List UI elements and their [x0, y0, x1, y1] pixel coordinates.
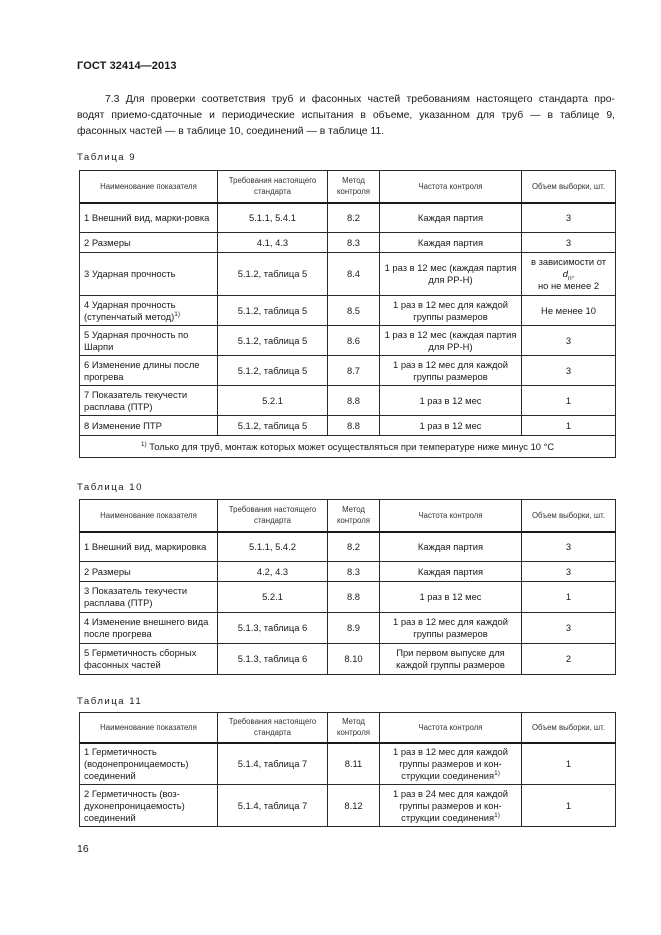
table-row — [80, 416, 616, 436]
cell: 1 раз в 12 мес (каждая партия для PP-H) — [380, 253, 522, 296]
intro-line: 7.3 Для проверки соответствия труб и фасонных частей требованиям настоящего стандарта про- — [105, 94, 615, 105]
cell: 1 раз в 12 мес — [380, 582, 522, 613]
cell: 1 — [522, 416, 616, 436]
cell: 5.1.1, 5.4.1 — [218, 203, 328, 233]
cell: 1 — [522, 743, 616, 785]
cell-sample-size — [522, 253, 616, 296]
cell — [80, 296, 218, 326]
sample-text: в зависимости от — [530, 256, 607, 267]
document-header: ГОСТ 32414—2013 — [77, 60, 177, 72]
table-row — [80, 253, 616, 296]
cell: 3 — [522, 233, 616, 253]
cell: 5.1.2, таблица 5 — [218, 356, 328, 386]
cell: 6 Изменение длины после прогрева — [80, 356, 218, 386]
cell: 8.4 — [328, 253, 380, 296]
cell: 8.7 — [328, 356, 380, 386]
col-header: Частота контроля — [380, 500, 522, 532]
cell: При первом выпуске для каждой группы размеров — [380, 644, 522, 675]
table-row — [80, 203, 616, 233]
cell-text: 1 раз в 24 мес для каждой группы размеров и кон-струкции соединения — [393, 787, 508, 823]
footnote-text: Только для труб, монтаж которых может осуществляться при температуре ниже минус 10 °С — [149, 440, 555, 452]
cell: 2 Размеры — [80, 233, 218, 253]
col-header: Объем выборки, шт. — [522, 713, 616, 743]
cell: 3 — [522, 532, 616, 562]
cell: 5 Ударная прочность по Шарпи — [80, 326, 218, 356]
cell: 1 раз в 12 мес для каждой группы размеров — [380, 613, 522, 644]
table-row — [80, 582, 616, 613]
footnote-ref: 1) — [174, 310, 181, 318]
intro-line: фасонных частей — в таблице 10, соединений — в таблице 11. — [77, 126, 385, 137]
cell: 5.1.1, 5.4.2 — [218, 532, 328, 562]
cell: 5.1.2, таблица 5 — [218, 416, 328, 436]
cell: 8.10 — [328, 644, 380, 675]
cell: 5.1.3, таблица 6 — [218, 613, 328, 644]
cell: 4.2, 4.3 — [218, 562, 328, 582]
cell: 8.5 — [328, 296, 380, 326]
diameter-var: d — [562, 268, 568, 279]
cell: 8.2 — [328, 203, 380, 233]
cell: 3 — [522, 562, 616, 582]
table-row — [80, 356, 616, 386]
cell: 2 Герметичность (воз-духонепроницаемость) соединений — [80, 785, 218, 827]
cell: 5.2.1 — [218, 386, 328, 416]
cell: 4.1, 4.3 — [218, 233, 328, 253]
table-row — [80, 386, 616, 416]
cell: 5.2.1 — [218, 582, 328, 613]
footnote-ref: 1) — [494, 769, 500, 777]
col-header: Частота контроля — [380, 171, 522, 203]
cell: 5.1.2, таблица 5 — [218, 296, 328, 326]
col-header: Метод контроля — [328, 713, 380, 743]
cell: 1 раз в 12 мес для каждой группы размеров — [380, 296, 522, 326]
cell-text: 1 раз в 12 мес для каждой группы размеров и кон-струкции соединения — [393, 745, 508, 781]
cell: 5.1.2, таблица 5 — [218, 253, 328, 296]
cell: 8.11 — [328, 743, 380, 785]
table-9 — [79, 170, 616, 458]
cell: 5.1.4, таблица 7 — [218, 743, 328, 785]
cell: 1 — [522, 386, 616, 416]
table-row — [80, 326, 616, 356]
page-number: 16 — [77, 843, 89, 855]
cell: 1 раз в 12 мес (каждая партия для PP-H) — [380, 326, 522, 356]
cell: 2 Размеры — [80, 562, 218, 582]
footnote-mark: 1) — [140, 440, 147, 448]
cell: 2 — [522, 644, 616, 675]
col-header: Объем выборки, шт. — [522, 500, 616, 532]
table-row — [80, 296, 616, 326]
col-header: Наименование показателя — [80, 713, 218, 743]
cell: 5 Герметичность сборных фасонных частей — [80, 644, 218, 675]
cell: Каждая партия — [380, 562, 522, 582]
table-10 — [79, 499, 616, 675]
cell: 5.1.2, таблица 5 — [218, 326, 328, 356]
cell: 8.9 — [328, 613, 380, 644]
cell: 5.1.4, таблица 7 — [218, 785, 328, 827]
cell: 1 Внешний вид, маркировка — [80, 532, 218, 562]
cell — [380, 785, 522, 827]
cell: 1 раз в 12 мес — [380, 386, 522, 416]
table-row — [80, 644, 616, 675]
cell: Каждая партия — [380, 203, 522, 233]
table11-caption: Таблица 11 — [77, 696, 143, 707]
cell-text: 4 Ударная прочность (ступенчатый метод) — [84, 298, 176, 322]
cell: 8.8 — [328, 416, 380, 436]
cell: 3 Ударная прочность — [80, 253, 218, 296]
col-header: Требования настоящего стандарта — [218, 500, 328, 532]
cell: 4 Изменение внешнего вида после прогрева — [80, 613, 218, 644]
cell — [380, 743, 522, 785]
cell: 3 — [522, 356, 616, 386]
table-footnote-row — [80, 436, 616, 458]
cell: 8.6 — [328, 326, 380, 356]
cell: 8.3 — [328, 562, 380, 582]
table10-caption: Таблица 10 — [77, 482, 143, 493]
cell: 1 — [522, 785, 616, 827]
table-row — [80, 233, 616, 253]
footnote-ref: 1) — [494, 811, 500, 819]
cell: 8.3 — [328, 233, 380, 253]
cell: Каждая партия — [380, 532, 522, 562]
table-row — [80, 785, 616, 827]
intro-paragraph — [77, 92, 615, 140]
cell: 8.2 — [328, 532, 380, 562]
cell: 8.12 — [328, 785, 380, 827]
cell: 1 раз в 12 мес для каждой группы размеров — [380, 356, 522, 386]
table9-caption: Таблица 9 — [77, 152, 137, 163]
cell: 7 Показатель текучести расплава (ПТР) — [80, 386, 218, 416]
cell: 8.8 — [328, 386, 380, 416]
table9-footnote — [80, 436, 616, 458]
cell: 5.1.3, таблица 6 — [218, 644, 328, 675]
cell: 8 Изменение ПТР — [80, 416, 218, 436]
table-row — [80, 613, 616, 644]
col-header: Требования настоящего стандарта — [218, 171, 328, 203]
cell: Каждая партия — [380, 233, 522, 253]
sample-text: но не менее 2 — [537, 280, 600, 291]
table-row — [80, 743, 616, 785]
cell: 1 Герметичность (водонепроницаемость) соединений — [80, 743, 218, 785]
col-header: Наименование показателя — [80, 500, 218, 532]
cell: 1 раз в 12 мес — [380, 416, 522, 436]
col-header: Требования настоящего стандарта — [218, 713, 328, 743]
diameter-subscript: n — [567, 274, 572, 282]
col-header: Метод контроля — [328, 171, 380, 203]
sample-text: , — [571, 268, 575, 279]
cell: 1 — [522, 582, 616, 613]
cell: 3 — [522, 326, 616, 356]
cell: 1 Внешний вид, марки-ровка — [80, 203, 218, 233]
cell: 3 — [522, 613, 616, 644]
col-header: Наименование показателя — [80, 171, 218, 203]
table-row — [80, 532, 616, 562]
cell: 3 — [522, 203, 616, 233]
cell: Не менее 10 — [522, 296, 616, 326]
col-header: Метод контроля — [328, 500, 380, 532]
table-row — [80, 562, 616, 582]
col-header: Частота контроля — [380, 713, 522, 743]
cell: 3 Показатель текучести расплава (ПТР) — [80, 582, 218, 613]
table-11 — [79, 712, 616, 827]
cell: 8.8 — [328, 582, 380, 613]
intro-line: водят приемо-сдаточные и периодические испытания в объеме, указанном для труб — в таблице 9, — [77, 110, 615, 121]
col-header: Объем выборки, шт. — [522, 171, 616, 203]
